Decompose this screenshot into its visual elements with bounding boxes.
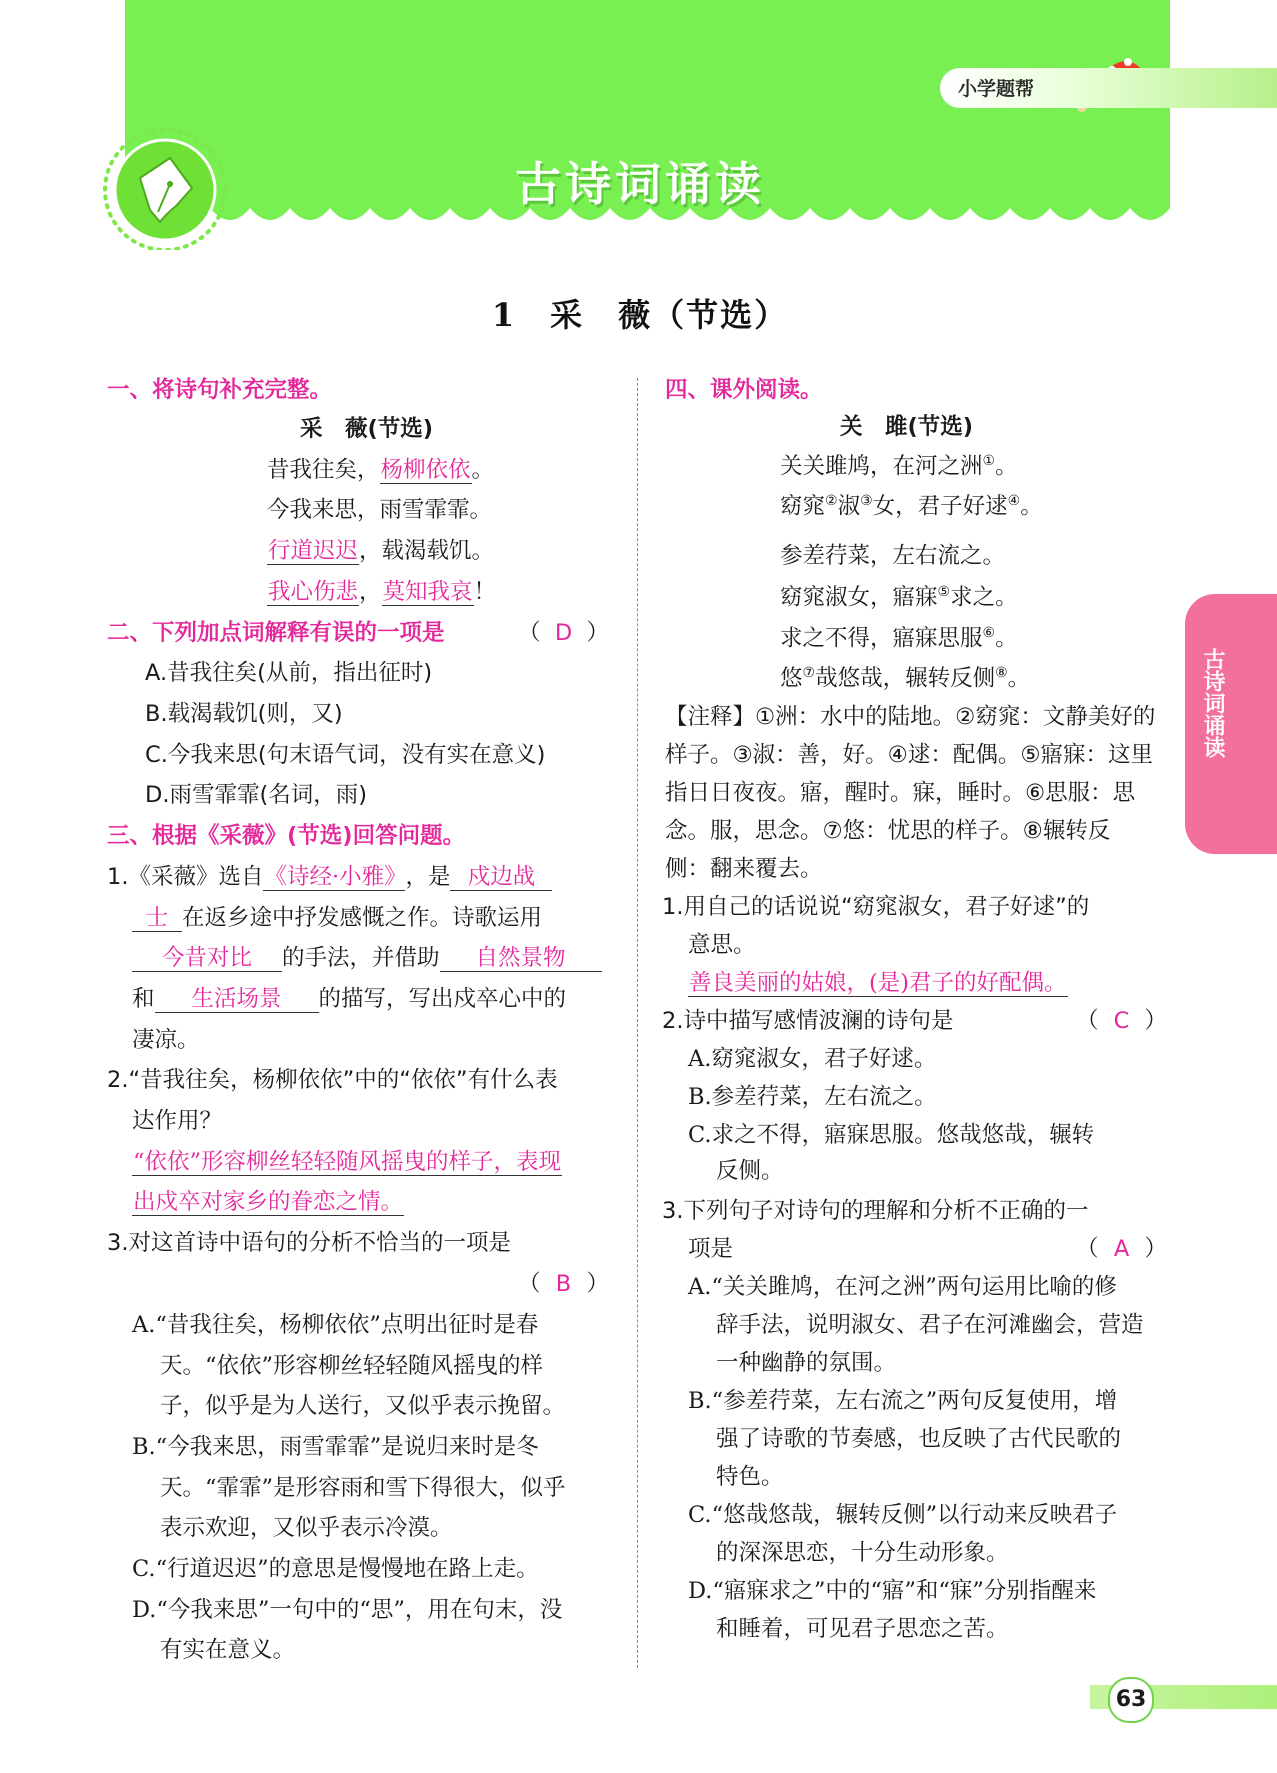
poem-title-guanju: 关 雎(节选) — [840, 414, 974, 440]
q4-1-line-2: 意思。 — [688, 932, 756, 958]
q3-3-option-a-1: A.“昔我往矣，杨柳依依”点明出征时是春 — [132, 1312, 539, 1338]
q3-1-line-2: 士 在返乡途中抒发感慨之作。诗歌运用 — [132, 907, 542, 932]
notes-line-2: 样子。③淑：善，好。④逑：配偶。⑤寤寐：这里 — [665, 742, 1154, 768]
q3-3-option-d-2: 有实在意义。 — [160, 1637, 296, 1663]
guanju-line-3: 参差荇菜，左右流之。 — [780, 543, 1006, 569]
q3-3-option-a-3: 子，似乎是为人送行，又似乎表示挽留。 — [160, 1393, 566, 1419]
q4-2-option-c-1: C.求之不得，寤寐思服。悠哉悠哉，辗转 — [688, 1122, 1095, 1148]
q4-3-stem-1: 3.下列句子对诗句的理解和分析不正确的一 — [662, 1198, 1089, 1224]
section-4-heading: 四、课外阅读。 — [665, 377, 823, 403]
section-3-heading: 三、根据《采薇》(节选)回答问题。 — [107, 823, 466, 849]
guanju-line-5: 求之不得，寤寐思服⑥。 — [780, 625, 1018, 652]
q3-1-line-5: 凄凉。 — [132, 1027, 200, 1053]
q3-3-option-d-1: D.“今我来思”一句中的“思”，用在句末，没 — [132, 1597, 563, 1623]
answer-blank: 自然景物 — [440, 947, 602, 972]
q3-3-stem: 3.对这首诗中语句的分析不恰当的一项是 — [107, 1230, 511, 1256]
answer-bracket: （ B ） — [518, 1271, 610, 1297]
poem-title-caiwei: 采 薇(节选) — [300, 416, 434, 442]
brand-label: 小学题帮 — [958, 78, 1035, 100]
q4-3-stem-2: 项是 — [688, 1236, 734, 1262]
notes-line-1: 【注释】①洲：水中的陆地。②窈窕：文静美好的 — [665, 704, 1156, 730]
q4-3-option-c-1: C.“悠哉悠哉，辗转反侧”以行动来反映君子 — [688, 1502, 1118, 1528]
guanju-line-6: 悠⑦哉悠哉，辗转反侧⑧。 — [780, 665, 1031, 692]
option-a: A.昔我往矣(从前，指出征时) — [145, 660, 433, 686]
q3-1-line-4: 和 生活场景 的描写，写出戍卒心中的 — [132, 986, 567, 1012]
answer-bracket: （ A ） — [1076, 1236, 1168, 1262]
q3-3-option-b-1: B.“今我来思，雨雪霏霏”是说归来时是冬 — [132, 1434, 539, 1460]
answer-letter: C — [1113, 1008, 1130, 1034]
poem-line-4: 我心伤悲，莫知我哀！ — [268, 579, 497, 605]
q3-2-answer-2: 出戍卒对家乡的眷恋之情。 — [133, 1189, 404, 1215]
side-tab-label: 古诗词诵读 — [1200, 648, 1225, 758]
notes-line-3: 指日日夜夜。寤，醒时。寐，睡时。⑥思服：思 — [665, 780, 1136, 806]
guanju-line-2: 窈窕②淑③女，君子好逑④。 — [780, 493, 1043, 520]
q3-3-option-a-2: 天。“依依”形容柳丝轻轻随风摇曳的样 — [160, 1353, 544, 1379]
guanju-line-4: 窈窕淑女，寤寐⑤求之。 — [780, 584, 1018, 611]
option-d: D.雨雪霏霏(名词，雨) — [145, 782, 368, 808]
section-2-heading: 二、下列加点词解释有误的一项是 — [107, 620, 445, 646]
guanju-line-1: 关关雎鸠，在河之洲①。 — [780, 453, 1018, 480]
q4-3-option-b-1: B.“参差荇菜，左右流之”两句反复使用，增 — [688, 1388, 1118, 1414]
q4-3-option-b-3: 特色。 — [716, 1464, 784, 1490]
page-number: 63 — [1108, 1677, 1154, 1723]
q3-2-answer-1: “依依”形容柳丝轻轻随风摇曳的样子，表现 — [133, 1149, 562, 1175]
answer-bracket: （ D ） — [518, 620, 610, 646]
notes-line-5: 侧：翻来覆去。 — [665, 856, 823, 882]
q4-3-option-a-3: 一种幽静的氛围。 — [716, 1350, 897, 1376]
answer-letter: D — [554, 620, 573, 646]
answer-blank: 杨柳依依 — [380, 457, 471, 483]
q4-3-option-c-2: 的深深思恋，十分生动形象。 — [716, 1540, 1009, 1566]
q4-2-option-c-2: 反侧。 — [716, 1158, 784, 1184]
q3-3-option-b-3: 表示欢迎，又似乎表示冷漠。 — [160, 1515, 453, 1541]
q3-1-line-1: 1.《采薇》选自《诗经·小雅》，是 戍边战 — [107, 866, 552, 891]
q3-1-line-3: 今昔对比 的手法，并借助 自然景物 — [132, 947, 602, 972]
q4-3-option-d-2: 和睡着，可见君子思恋之苦。 — [716, 1616, 1009, 1642]
answer-blank: 行道迟迟 — [268, 538, 359, 564]
poem-line-1: 昔我往矣，杨柳依依。 — [267, 457, 495, 483]
answer-bracket: （ C ） — [1076, 1008, 1168, 1034]
answer-blank: 今昔对比 — [132, 947, 282, 972]
q4-3-option-a-1: A.“关关雎鸠，在河之洲”两句运用比喻的修 — [688, 1274, 1117, 1300]
answer-blank: 生活场景 — [155, 988, 319, 1013]
q4-1-answer: 善良美丽的姑娘，(是)君子的好配偶。 — [689, 970, 1067, 996]
q4-3-option-b-2: 强了诗歌的节奏感，也反映了古代民歌的 — [716, 1426, 1122, 1452]
column-divider — [637, 378, 638, 1668]
q4-3-option-a-2: 辞手法，说明淑女、君子在河滩幽会，营造 — [716, 1312, 1144, 1338]
answer-letter: B — [555, 1271, 572, 1297]
q4-2-option-a: A.窈窕淑女，君子好逑。 — [688, 1046, 937, 1072]
q4-2-stem: 2.诗中描写感情波澜的诗句是 — [662, 1008, 954, 1034]
answer-blank: 士 — [132, 907, 182, 932]
q4-3-option-d-1: D.“寤寐求之”中的“寤”和“寐”分别指醒来 — [688, 1578, 1097, 1604]
answer-blank: 《诗经·小雅》 — [264, 864, 407, 890]
q4-2-option-b: B.参差荇菜，左右流之。 — [688, 1084, 937, 1110]
q3-3-option-c-1: C.“行道迟迟”的意思是慢慢地在路上走。 — [132, 1556, 539, 1582]
option-b: B.载渴载饥(则，又) — [145, 701, 343, 727]
q3-2-line-2: 达作用？ — [132, 1108, 223, 1134]
q3-3-option-b-2: 天。“霏霏”是形容雨和雪下得很大，似乎 — [160, 1475, 566, 1501]
poem-line-3: 行道迟迟，载渴载饥。 — [268, 538, 495, 564]
banner-title: 古诗词诵读 — [515, 157, 765, 211]
q3-2-line-1: 2.“昔我往矣，杨柳依依”中的“依依”有什么表 — [107, 1067, 558, 1093]
answer-blank: 戍边战 — [450, 866, 552, 891]
answer-blank: 我心伤悲 — [268, 579, 359, 605]
poem-line-2: 今我来思，雨雪霏霏。 — [267, 497, 493, 523]
lesson-title: 1 采 薇（节选） — [491, 296, 789, 334]
option-c: C.今我来思(句末语气词，没有实在意义) — [145, 742, 546, 768]
q4-1-line-1: 1.用自己的话说说“窈窕淑女，君子好逑”的 — [662, 894, 1090, 920]
answer-blank: 莫知我哀 — [382, 579, 473, 605]
section-1-heading: 一、将诗句补充完整。 — [107, 377, 333, 403]
answer-letter: A — [1113, 1236, 1130, 1262]
notes-line-4: 念。服，思念。⑦悠：忧思的样子。⑧辗转反 — [665, 818, 1111, 844]
